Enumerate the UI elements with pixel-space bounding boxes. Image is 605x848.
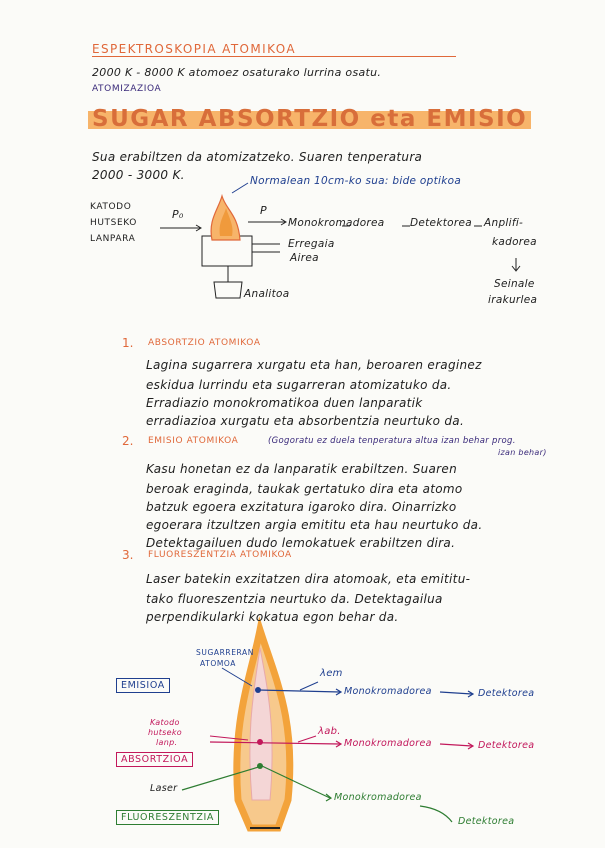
emisio-box: EMISIOA [116,678,170,693]
section-3-number: 3. [122,548,134,562]
section-1-line-2: eskidua lurrindu eta sugarreran atomizatuko da. [146,378,452,392]
section-2-line-3: batzuk egoera exzitatura igaroko dira. Oinarrizko [146,500,457,514]
absortzioa-box: ABSORTZIOA [116,752,193,767]
mono-2: Monokromadorea [344,738,432,749]
lambda-em: λem [320,668,343,679]
section-3-line-1: Laser batekin exzitatzen dira atomoak, eta emititu- [146,572,471,586]
main-heading: SUGAR ABSORTZIO eta EMISIO [88,106,531,132]
p0-label: P₀ [172,208,184,221]
section-2-line-4: egoerara itzultzen argia emititu eta hau neurtuko da. [146,518,483,532]
lambda-ab: λab. [318,726,341,737]
flame-label-1: SUGARRERAN [196,648,255,657]
lamp-label-2: HUTSEKO [90,218,137,228]
page-title: ESPEKTROSKOPIA ATOMIKOA [92,42,456,57]
det-1: Detektorea [478,688,535,699]
readout-label-2: irakurlea [488,294,538,306]
arrow-note [232,183,248,193]
det-2: Detektorea [478,740,535,751]
mono-3: Monokromadorea [334,792,422,803]
section-2-title: EMISIO ATOMIKOA [148,436,239,446]
section-3-line-3: perpendikularki kokatua egon behar da. [146,610,399,624]
fluo-box: FLUORESZENTZIA [116,810,219,825]
para1-line-1: Sua erabiltzen da atomizatzeko. Suaren tenperatura [92,150,423,164]
para1-line-2: 2000 - 3000 K. [92,168,185,182]
det-3: Detektorea [458,816,515,827]
section-1-title: ABSORTZIO ATOMIKOA [148,338,261,348]
section-2-line-5: Detektagailuen dudo lemokatuek erabiltzen dira. [146,536,456,550]
section-2-note-1: (Gogoratu ez duela tenperatura altua izan behar prog. [268,436,516,446]
p-label: P [260,204,267,217]
intro-line-2: ATOMIZAZIOA [92,84,162,94]
analyte-cup [214,282,242,298]
section-3-title: FLUORESZENTZIA ATOMIKOA [148,550,292,560]
lamp-label-1: KATODO [90,202,132,212]
section-3-line-2: tako fluoreszentzia neurtuko da. Detektagailua [146,592,443,606]
intro-line-1: 2000 K - 8000 K atomoez osaturako lurrina osatu. [92,66,382,79]
section-1-number: 1. [122,336,134,350]
diagram-top-note: Normalean 10cm-ko sua: bide optikoa [250,175,462,187]
lamp-label-b-2: hutseko [148,728,182,737]
section-2-note-2: izan behar) [498,448,547,457]
amp-label-2: kadorea [492,236,537,248]
detector-label: Detektorea [410,217,472,229]
section-2-line-1: Kasu honetan ez da lanparatik erabiltzen. Suaren [146,462,457,476]
flame-label-2: ATOMOA [200,659,237,668]
fuel-label: Erregaia [288,238,335,250]
mono-label: Monokromadorea [288,217,385,229]
section-1-line-1: Lagina sugarrera xurgatu eta han, beroaren eraginez [146,358,482,372]
laser-label: Laser [150,783,178,794]
analyte-label: Analitoa [244,288,290,300]
air-label: Airea [290,252,319,264]
amp-label-1: Anplifi- [484,217,524,229]
section-1-line-4: erradiazioa xurgatu eta absorbentzia neurtuko da. [146,414,465,428]
lamp-label-3: LANPARA [90,234,136,244]
section-2-number: 2. [122,434,134,448]
lamp-label-b-3: lanp. [156,738,178,747]
section-2-line-2: beroak eraginda, taukak gertatuko dira eta atomo [146,482,463,496]
section-1-line-3: Erradiazio monokromatikoa duen lanparatik [146,396,423,410]
lamp-label-b-1: Katodo [150,718,180,727]
mono-1: Monokromadorea [344,686,432,697]
readout-label-1: Seinale [494,278,535,290]
